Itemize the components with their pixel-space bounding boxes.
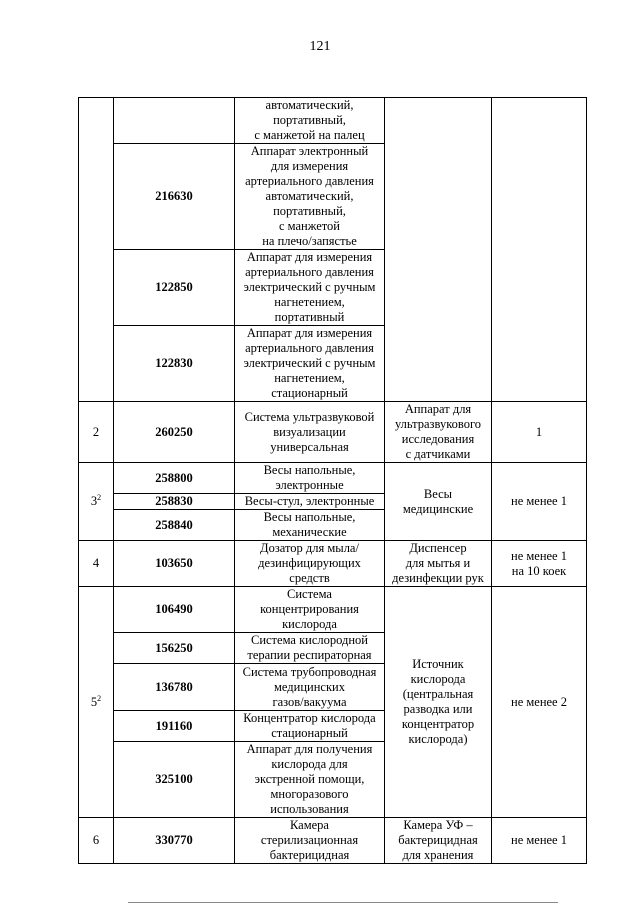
row-number-cell: 6 bbox=[79, 818, 114, 864]
code-cell: 258830 bbox=[114, 494, 235, 510]
code-cell: 191160 bbox=[114, 711, 235, 742]
code-cell: 106490 bbox=[114, 587, 235, 633]
table-row bbox=[79, 587, 587, 633]
table-row bbox=[79, 98, 587, 144]
description-cell: Аппарат электронный для измерения артериального давления автоматический, портативный, с манжетой на плечо/запястье bbox=[235, 144, 385, 250]
row-number-cell bbox=[79, 463, 114, 541]
table-row bbox=[79, 541, 587, 587]
equipment-cell: Камера УФ – бактерицидная для хранения bbox=[385, 818, 492, 864]
equipment-cell bbox=[385, 98, 492, 402]
code-cell bbox=[114, 98, 235, 144]
description-cell: Весы напольные, механические bbox=[235, 510, 385, 541]
table-row bbox=[79, 402, 587, 463]
code-cell: 325100 bbox=[114, 742, 235, 818]
description-cell: Система концентрирования кислорода bbox=[235, 587, 385, 633]
quantity-cell: 1 bbox=[492, 402, 587, 463]
description-cell: Весы напольные, электронные bbox=[235, 463, 385, 494]
row-number: 3 bbox=[90, 494, 98, 508]
description-cell: Система кислородной терапии респираторная bbox=[235, 633, 385, 664]
table-row bbox=[79, 463, 587, 494]
code-cell: 156250 bbox=[114, 633, 235, 664]
equipment-cell: Весы медицинские bbox=[385, 463, 492, 541]
description-cell: Аппарат для измерения артериального давления электрический с ручным нагнетением, стационарный bbox=[235, 326, 385, 402]
quantity-cell: не менее 1 на 10 коек bbox=[492, 541, 587, 587]
equipment-cell: Источник кислорода (центральная разводка или концентратор кислорода) bbox=[385, 587, 492, 818]
code-cell: 258840 bbox=[114, 510, 235, 541]
row-number-cell bbox=[79, 98, 114, 402]
page-number: 121 bbox=[309, 39, 331, 54]
description-cell: Аппарат для получения кислорода для экстренной помощи, многоразового использования bbox=[235, 742, 385, 818]
table-row bbox=[79, 818, 587, 864]
code-cell: 122850 bbox=[114, 250, 235, 326]
row-number-cell: 2 bbox=[79, 402, 114, 463]
description-cell: автоматический, портативный, с манжетой на палец bbox=[235, 98, 385, 144]
code-cell: 122830 bbox=[114, 326, 235, 402]
quantity-cell bbox=[492, 98, 587, 402]
code-cell: 258800 bbox=[114, 463, 235, 494]
row-number: 5 bbox=[90, 694, 98, 709]
quantity-cell: не менее 1 bbox=[492, 818, 587, 864]
footnote-mark: 2 bbox=[97, 693, 102, 703]
description-cell: Система трубопроводная медицинских газов/вакуума bbox=[235, 664, 385, 711]
description-cell: Концентратор кислорода стационарный bbox=[235, 711, 385, 742]
equipment-cell: Диспенсер для мытья и дезинфекции рук bbox=[385, 541, 492, 587]
footnote-mark: 2 bbox=[97, 493, 102, 502]
description-cell: Камера стерилизационная бактерицидная bbox=[235, 818, 385, 864]
code-cell: 330770 bbox=[114, 818, 235, 864]
quantity-cell: не менее 2 bbox=[492, 587, 587, 818]
equipment-table bbox=[78, 97, 587, 864]
row-number-cell: 4 bbox=[79, 541, 114, 587]
equipment-cell: Аппарат для ультразвукового исследования с датчиками bbox=[385, 402, 492, 463]
description-cell: Аппарат для измерения артериального давления электрический с ручным нагнетением, портативный bbox=[235, 250, 385, 326]
code-cell: 260250 bbox=[114, 402, 235, 463]
code-cell: 103650 bbox=[114, 541, 235, 587]
bottom-divider bbox=[128, 902, 558, 903]
description-cell: Дозатор для мыла/ дезинфицирующих средств bbox=[235, 541, 385, 587]
row-number-cell bbox=[79, 587, 114, 818]
code-cell: 136780 bbox=[114, 664, 235, 711]
description-cell: Система ультразвуковой визуализации универсальная bbox=[235, 402, 385, 463]
description-cell: Весы-стул, электронные bbox=[235, 494, 385, 510]
code-cell: 216630 bbox=[114, 144, 235, 250]
quantity-cell: не менее 1 bbox=[492, 463, 587, 541]
